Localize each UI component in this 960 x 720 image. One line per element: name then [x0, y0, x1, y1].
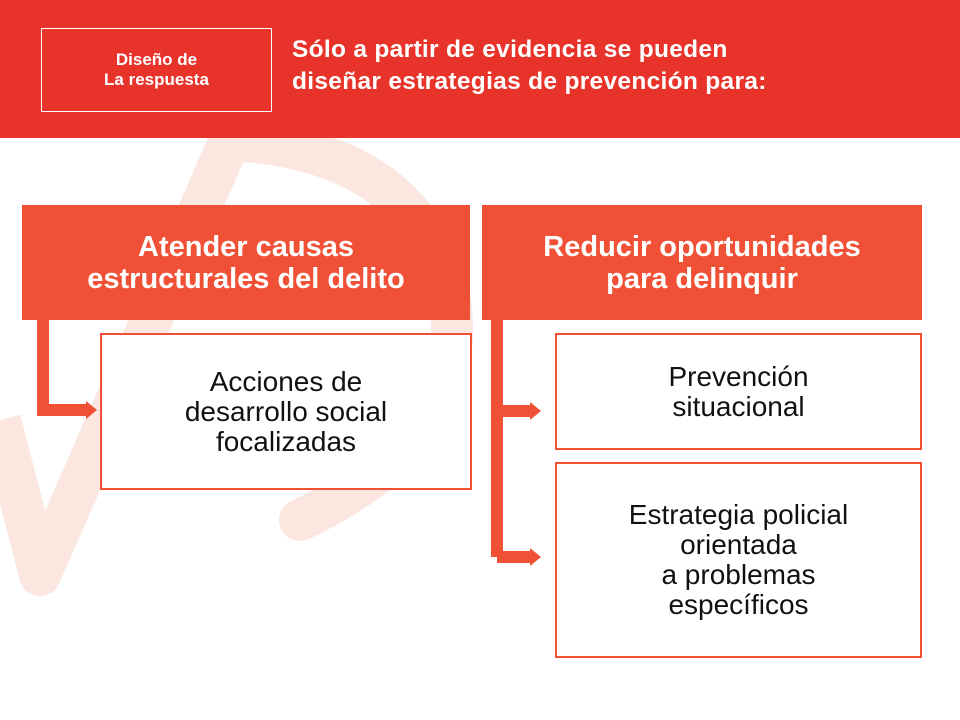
header-title-line: diseñar estrategias de prevención para: [292, 68, 767, 95]
branch-child-box [555, 462, 922, 658]
branch-child-line: focalizadas [215, 425, 357, 457]
branch-child-line: desarrollo social [184, 395, 388, 427]
branch-child-box [555, 333, 922, 450]
branch-root-line: para delinquir [606, 262, 798, 295]
header-banner [0, 0, 960, 138]
header-tag-line: La respuesta [104, 70, 209, 89]
branch-child-line: orientada [680, 529, 797, 560]
branch-child-box [100, 333, 472, 490]
branch-child-line: Estrategia policial [628, 499, 849, 530]
branch-child-line: Prevención [668, 360, 809, 392]
branch-child-line: situacional [672, 390, 805, 422]
header-title [292, 34, 942, 98]
header-tag-line: Diseño de [115, 50, 198, 69]
branch-child-line: específicos [668, 589, 809, 620]
branch-child-line: Acciones de [209, 365, 363, 397]
branch-root-line: Reducir oportunidades [543, 230, 861, 263]
header-tag [41, 28, 272, 112]
branch-root-box [22, 205, 470, 320]
branch-root-line: estructurales del delito [87, 262, 405, 295]
header-title-line: Sólo a partir de evidencia se pueden [292, 36, 728, 63]
branch-root-box [482, 205, 922, 320]
branch-root-line: Atender causas [138, 230, 354, 263]
branch-child-line: a problemas [661, 559, 816, 590]
